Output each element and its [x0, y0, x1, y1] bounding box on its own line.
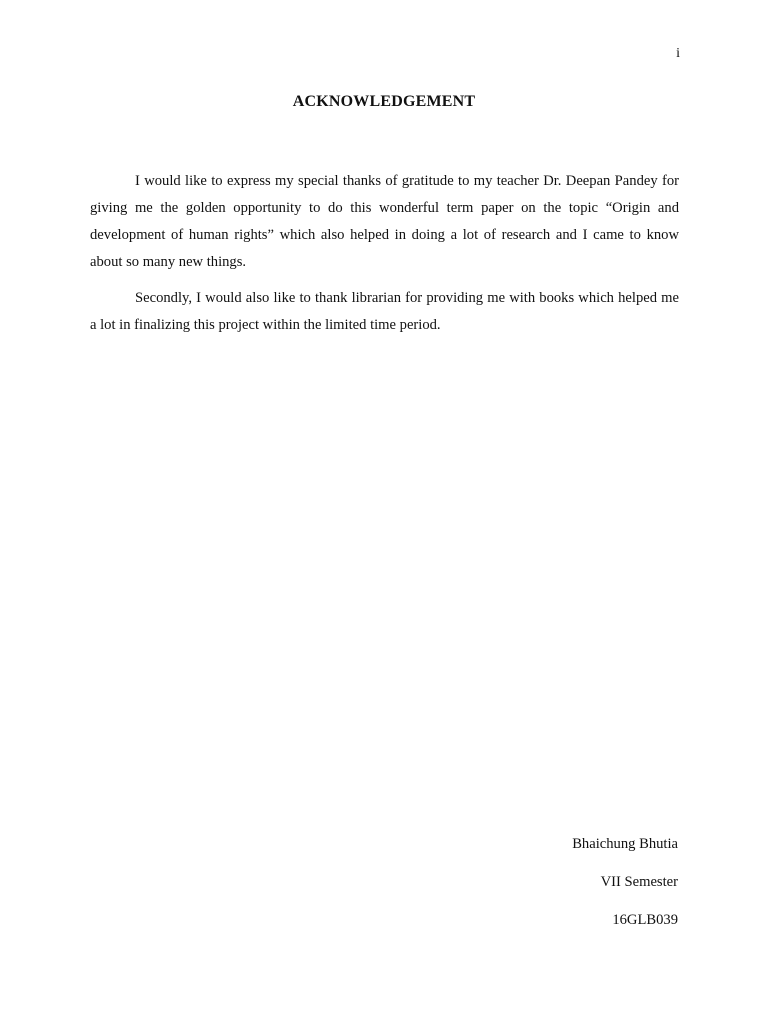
page-title: ACKNOWLEDGEMENT — [292, 93, 476, 110]
page-number: i — [676, 46, 680, 61]
author-name: Bhaichung Bhutia — [572, 836, 678, 852]
acknowledgement-body — [90, 168, 679, 348]
paragraph-librarian: Secondly, I would also like to thank librarian for providing me with books which helped me a lot in finalizing this project within the limited time period. — [90, 290, 679, 333]
paragraph-gratitude: I would like to express my special thanks of gratitude to my teacher Dr. Deepan Pandey for giving me the golden opportunity to do this wonderful term paper on the topic “Origin and development of human rights” which also helped in doing a lot of research and I came to know about so many new things. — [90, 173, 679, 270]
signature-block — [400, 833, 678, 947]
roll-number: 16GLB039 — [612, 912, 678, 928]
semester-label: VII Semester — [600, 874, 678, 890]
